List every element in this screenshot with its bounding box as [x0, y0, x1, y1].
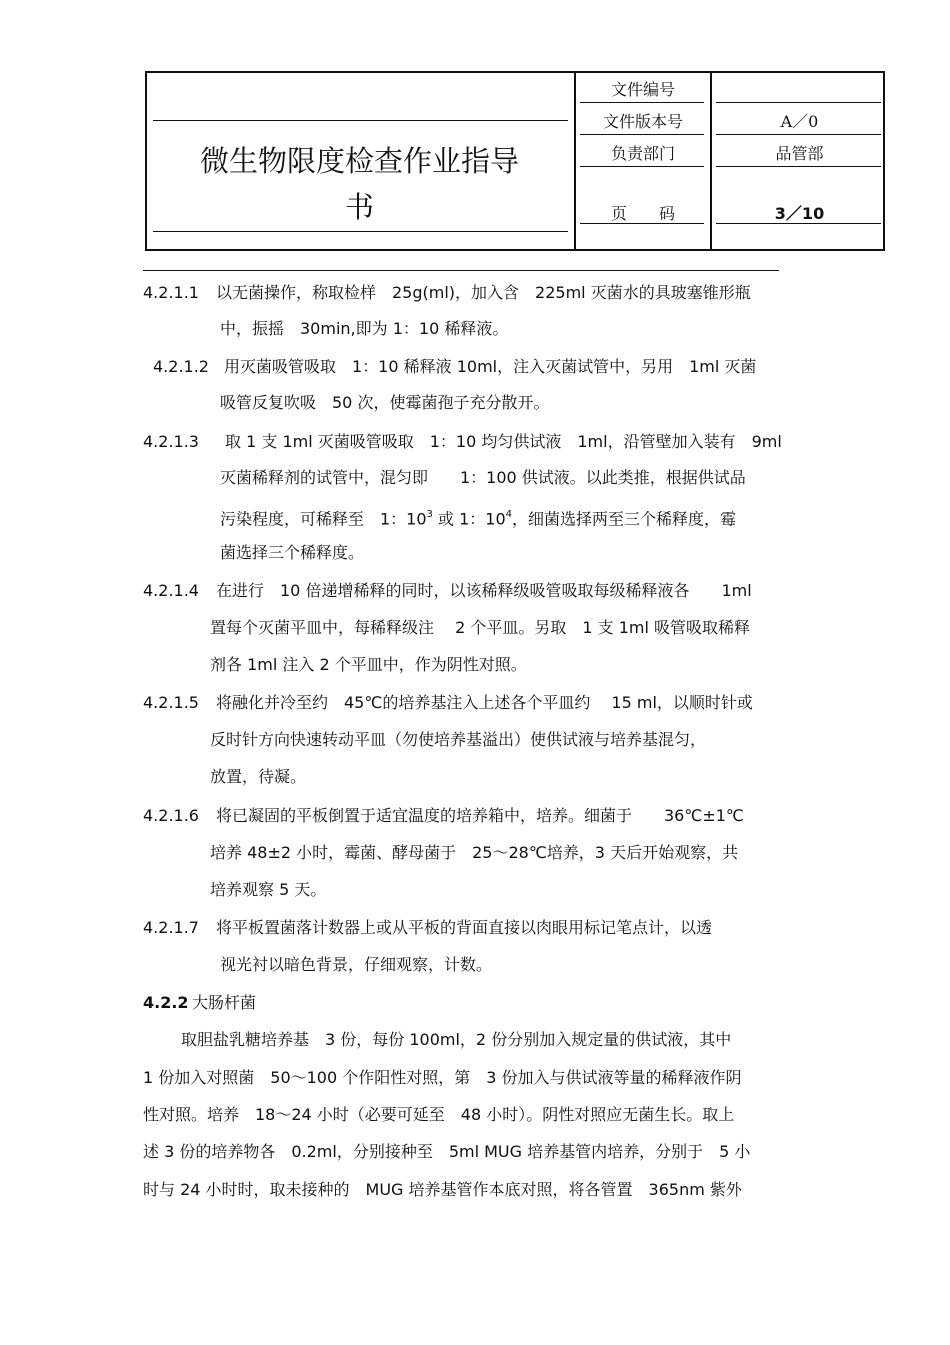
- table-rule: [580, 134, 704, 135]
- table-rule: [716, 134, 881, 135]
- version-value: A／0: [780, 112, 819, 131]
- table-rule: [580, 102, 704, 103]
- table-rule: [716, 102, 881, 103]
- subsection-number: 4.2.2: [143, 993, 189, 1012]
- section-number: 4.2.1.7: [143, 918, 199, 937]
- paragraph-line: 1 份加入对照菌 50～100 个作阳性对照，第 3 份加入与供试液等量的稀释液作阴: [143, 1068, 742, 1087]
- table-rule: [153, 120, 568, 121]
- section-text: 反时针方向快速转动平皿（勿使培养基溢出）使供试液与培养基混匀，: [210, 730, 707, 749]
- document-title-line2: 书: [344, 190, 374, 224]
- page-label: 页 码: [610, 204, 675, 223]
- section-text: 取 1 支 1ml 灭菌吸管吸取 1：10 均匀供试液 1ml，沿管壁加入装有 9ml: [225, 432, 782, 451]
- section-text: 培养观察 5 天。: [210, 880, 327, 899]
- section-text: 剂各 1ml 注入 2 个平皿中，作为阴性对照。: [210, 655, 527, 674]
- section-text: 中，振摇 30min,即为 1：10 稀释液。: [220, 319, 509, 338]
- section-number: 4.2.1.6: [143, 806, 199, 825]
- section-text: 将融化并冷至约 45℃的培养基注入上述各个平皿约 15 ml，以顺时针或: [216, 693, 753, 712]
- section-text: 置每个灭菌平皿中，每稀释级注 2 个平皿。另取 1 支 1ml 吸管吸取稀释: [210, 618, 751, 637]
- paragraph-line: 性对照。培养 18～24 小时（必要可延至 48 小时）。阴性对照应无菌生长。取上: [143, 1105, 735, 1124]
- section-text: 视光衬以暗色背景，仔细观察，计数。: [220, 955, 493, 974]
- section-text: 污染程度，可稀释至 1：$10^3$ 或 1：$10^4$，细菌选择两至三个稀释度，霉: [220, 509, 737, 529]
- section-text: 在进行 10 倍递增稀释的同时，以该稀释级吸管吸取每级稀释液各 1ml: [216, 581, 752, 600]
- document-title-line1: 微生物限度检查作业指导: [199, 144, 519, 178]
- section-number: 4.2.1.5: [143, 693, 199, 712]
- version-label: 文件版本号: [602, 112, 683, 131]
- paragraph-line: 述 3 份的培养物各 0.2ml，分别接种至 5ml MUG 培养基管内培养，分别于 5 小: [143, 1142, 751, 1161]
- section-text: 放置，待凝。: [210, 767, 307, 786]
- section-number: 4.2.1.4: [143, 581, 199, 600]
- page-value: 3／10: [774, 204, 825, 223]
- section-text: 吸管反复吹吸 50 次，使霉菌孢子充分散开。: [220, 393, 550, 412]
- section-number: 4.2.1.2: [153, 357, 209, 376]
- section-number: 4.2.1.1: [143, 283, 199, 302]
- subsection-title: 大肠杆菌: [192, 993, 257, 1012]
- section-text: 将平板置菌落计数器上或从平板的背面直接以肉眼用标记笔点计，以透: [216, 918, 713, 937]
- section-text: 培养 48±2 小时，霉菌、酵母菌于 25～28℃培养，3 天后开始观察，共: [210, 843, 739, 862]
- section-text: 将已凝固的平板倒置于适宜温度的培养箱中，培养。细菌于 36℃±1℃: [216, 806, 744, 825]
- doc-number-label: 文件编号: [610, 80, 675, 99]
- header-rule: [143, 270, 779, 271]
- table-rule: [580, 166, 704, 167]
- header-table: [145, 71, 885, 251]
- section-text: 以无菌操作，称取检样 25g(ml)，加入含 225ml 灭菌水的具玻塞锥形瓶: [216, 283, 751, 302]
- table-rule: [716, 166, 881, 167]
- section-number: 4.2.1.3: [143, 432, 199, 451]
- paragraph-line: 取胆盐乳糖培养基 3 份，每份 100ml，2 份分别加入规定量的供试液，其中: [181, 1030, 732, 1049]
- paragraph-line: 时与 24 小时时，取未接种的 MUG 培养基管作本底对照，将各管置 365nm 紫外: [143, 1180, 742, 1199]
- department-value: 品管部: [775, 144, 824, 163]
- section-text: 灭菌稀释剂的试管中，混匀即 1：100 供试液。以此类推，根据供试品: [220, 468, 746, 487]
- section-text: 菌选择三个稀释度。: [220, 543, 365, 562]
- table-rule: [153, 231, 568, 232]
- section-text: 用灭菌吸管吸取 1：10 稀释液 10ml，注入灭菌试管中，另用 1ml 灭菌: [224, 357, 757, 376]
- department-label: 负责部门: [610, 144, 675, 163]
